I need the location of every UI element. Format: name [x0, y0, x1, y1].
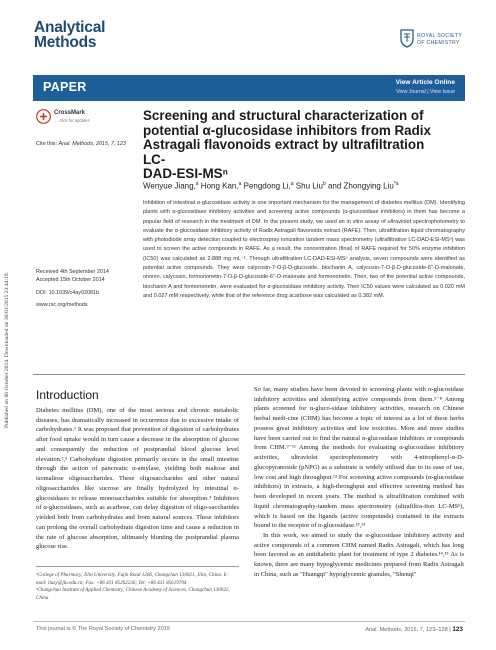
article-title-line2: potential α-glucosidase inhibitors from Radix	[143, 122, 431, 138]
view-journal-issue-link[interactable]: View Journal | View Issue	[396, 89, 455, 95]
author-affiliation-mark: a	[195, 181, 199, 187]
article-type-label: PAPER	[43, 80, 87, 94]
introduction-heading: Introduction	[36, 388, 99, 402]
crossmark-title: CrossMark	[54, 110, 86, 116]
paper-banner	[33, 75, 465, 101]
doi-link[interactable]: DOI: 10.1039/c4ay02081b	[36, 289, 99, 296]
body-column-right	[254, 385, 464, 580]
paragraph: So far, many studies have been devoted to screening plants with α-glucosidase inhibitory activities and identifying active compounds from them.⁵⁻⁸ Among plants screened for α-gluco-sidase inhibitory activities, research on Chinese herbal medi-cine (CHM) has become a topic of interest as a lot of these herbs possess great inhibitory activities and low toxicities. More and more studies have been carried out to find the natural α-glucosidase inhibitors or compounds from CHM.⁹⁻¹¹ Among the methods for evaluating α-glucosidase inhibitory activities, ultraviolet spectrophotometry with 4-nitrophenyl-α-D-glucopyranoside (pNPG) as a substrate is widely utilised due to its ease of use, low cost and high throughput.¹² For screening active compounds (α-glucosidase inhibitors) in extracts, a high-throughput and effective screening method has been developed in recent years. The method is ultrafiltration combined with liquid chromatography-tandem mass spectrometry (ultrafiltra-tion LC-MSⁿ), which is based on the ligands (active compounds) contained in the extracts bound to the receptor of α-glucosidase.¹³,¹³	[254, 386, 464, 530]
author-list	[143, 181, 463, 191]
rsc-crest-icon	[399, 28, 415, 48]
body-text-left	[36, 406, 239, 552]
author-affiliation-mark: b	[322, 181, 326, 187]
author-affiliation-mark: a	[238, 181, 242, 187]
paragraph: In this work, we aimed to study the α-glucosidase inhibitory activity and active compounds of a common CHM named Radix Astragali, which has long been favored as an antidiabetic plant for treatment of type 2 diabetes.¹⁴,¹⁵ As is known, there are many hypoglycemic medicines prepared from Radix Astragali in China, such as "Huangqi" hypoglycemic granules, "Shenqi"	[254, 532, 464, 578]
crossmark-badge[interactable]	[36, 108, 98, 128]
article-history	[36, 268, 136, 310]
page-number: 123	[452, 626, 463, 633]
affiliation-footnotes	[36, 566, 239, 602]
author-name[interactable]: Hong Kan,	[200, 181, 239, 191]
crossmark-icon	[36, 109, 51, 124]
footer-divider	[33, 621, 465, 622]
body-column-left	[36, 385, 239, 552]
journal-title-line1: Analytical	[34, 19, 106, 36]
journal-url-link[interactable]: www.rsc.org/methods	[36, 302, 88, 309]
author-name[interactable]: and Zhongying Liu	[327, 181, 394, 191]
rsc-logo[interactable]	[399, 28, 463, 50]
body-text-right	[254, 385, 464, 580]
author-affiliation-mark: *a	[393, 181, 399, 187]
page-footer	[365, 626, 463, 633]
footnote-b: ᵇChangchun Institute of Applied Chemistry, Chinese Academy of Sciences, Changchun 130022, China	[36, 587, 230, 601]
article-title-line3: Astragali flavonoids extract by ultrafiltration LC-	[143, 137, 425, 167]
copyright-footer: This journal is © The Royal Society of Chemistry 2015	[36, 626, 170, 632]
author-affiliation-mark: a	[290, 181, 294, 187]
citation-prefix: Cite this:	[36, 141, 57, 147]
received-date: Received 4th September 2014	[36, 269, 109, 275]
footer-citation: Anal. Methods, 2015, 7, 123–128 |	[365, 627, 451, 633]
citation-ref: Anal. Methods, 2015, 7, 123	[58, 141, 126, 147]
author-name[interactable]: Pengdong Li,	[243, 181, 291, 191]
crossmark-subtitle: ← click for updates	[54, 118, 90, 123]
download-sidebar-note: Published on 06 October 2014. Downloaded on 30/01/2015 23:44:19.	[4, 272, 10, 428]
view-article-online-link[interactable]: View Article Online	[395, 79, 455, 86]
abstract-text: Inhibition of intestinal α-glucosidase activity is one important mechanism for the management of diabetes mellitus (DM). Identifying plants with α-glucosidase inhibitory activities and screening active compounds (α-glucosidase inhibitors) in them has become a popular field of research in the treatment of DM. In the present study, we used an in vitro assay of ultraviolet spectrophotometry to evaluate the α-glucosidase inhibitory activity of Radix Astragali flavonoids extract (RAFE). Then, ultrafiltration liquid chromatography with photodiode array detection coupled to electrospray ionization tandem mass spectrometry (ultrafiltration LC-DAD-ESI-MSⁿ) was used to screen the active compounds in RAFE. As a result, the concentration (final) of RAFE required for 50% enzyme inhibition (IC50) was calculated as 2.888 mg mL⁻¹. Through ultrafiltration LC-DAD-ESI-MSⁿ analysis, seven compounds were identified as potential active compounds. They were calycosin-7-O-β-D-glucoside, biochanin A, calycosin-7-O-β-D-glucoside-6″-O-malonate, ononin, calycosin, formononetin-7-O-β-D-glucoside-6″-O-malonate and formononetin. Then, two of the potential active compounds, biochanin A and formononetin, were evaluated for α-glucosidase inhibitory activity. Their IC50 values were calculated as 0.020 mM and 0.027 mM respectively, while that of the reference drug acarbose was calculated as 0.382 mM.	[143, 200, 465, 299]
article-title-line1: Screening and structural characterization of	[143, 108, 424, 123]
footnote-a: ᵃCollege of Pharmacy, Jilin University, Fujin Road 1266, Changchun 130021, Jilin, China. E-mail: liuzy@jlu.edu.cn; Fax: +86 431 85262236; Tel: +86 431 85619704	[36, 572, 229, 586]
journal-title[interactable]	[34, 20, 105, 50]
abstract-divider	[33, 374, 465, 375]
journal-title-line2: Methods	[34, 34, 97, 51]
rsc-logo-line1: ROYAL SOCIETY	[417, 33, 463, 39]
rsc-logo-line2: OF CHEMISTRY	[417, 40, 460, 46]
paragraph: Diabetes mellitus (DM), one of the most serious and chronic metabolic diseases, has dramatically increased in occurrence due to excessive intake of carbohydrates.¹ It was proposed that prevention of digestion of carbohydrates after food uptake would in turn cause a decrease in the absorption of glucose and consequently the reduction of postprandial blood glucose level elevation.²,³ Carbohydrate digestion primarily occurs in the small intestine through the action of pancreatic α-amylase, yielding both maltose and isomaltose oligosaccharides. These oligosaccharides and other natural oligosaccharides like sucrose are finally hydrolyzed by intestinal α-glucosidases to release monosaccharides suitable for absorption.⁴ Inhibitors of α-glucosidases, such as acarbose, can delay digestion of oligo-saccharides yielded both from carbohydrates and from natural sources. These inhibitors can prolong the overall carbohydrate digestion time and cause a reduction in the rate of glucose absorption, ultimately blunting the postprandial plasma glucose rise.	[36, 407, 239, 551]
accepted-date: Accepted 15th October 2014	[36, 277, 105, 284]
citation-line	[36, 141, 126, 147]
author-name[interactable]: Wenyue Jiang,	[143, 181, 196, 191]
article-title-line4: DAD-ESI-MSⁿ	[143, 166, 228, 181]
article-title	[143, 109, 443, 182]
author-name[interactable]: Shu Liu	[295, 181, 323, 191]
